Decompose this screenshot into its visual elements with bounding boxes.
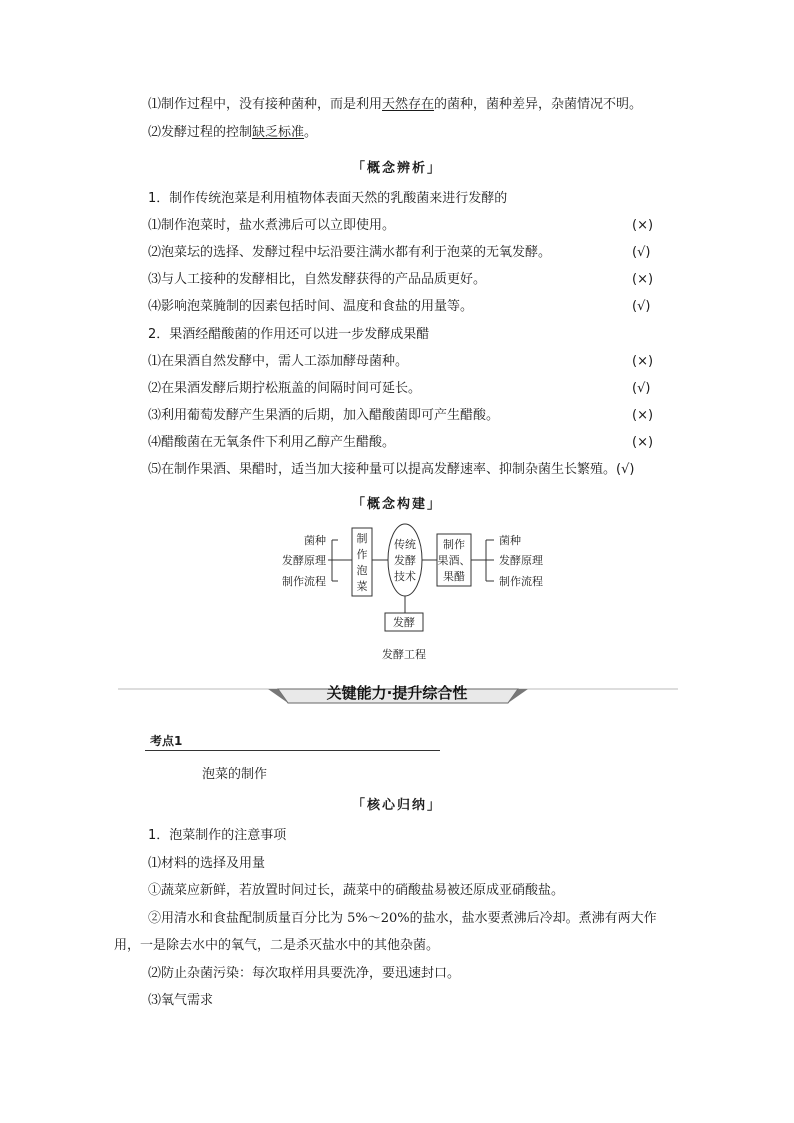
left-label-2: 发酵原理 xyxy=(282,554,326,567)
kaodian-title: 泡菜的制作 xyxy=(202,767,268,782)
q2-item-5: ⑸在制作果酒、果醋时，适当加大接种量可以提高发酵速率、抑制杂菌生长繁殖。(√) xyxy=(148,462,635,477)
core-paragraph-2b: 用，一是除去水中的氧气，二是杀灭盐水中的其他杂菌。 xyxy=(114,938,440,953)
intro-line-2 xyxy=(148,124,317,142)
core-paragraph-1: ①蔬菜应新鲜，若放置时间过长，蔬菜中的硝酸盐易被还原成亚硝酸盐。 xyxy=(148,883,565,898)
intro-line-2-prefix: ⑵发酵过程的控制 xyxy=(148,125,253,140)
concept-build-title: 「概念构建」 xyxy=(351,497,442,512)
q2-item-4: ⑷醋酸菌在无氧条件下利用乙醇产生醋酸。 xyxy=(148,435,396,450)
q1-item-2-mark: (√) xyxy=(632,245,651,260)
concept-map-diagram xyxy=(270,520,560,665)
q1-item-3: ⑶与人工接种的发酵相比，自然发酵获得的产品品质更好。 xyxy=(148,272,487,287)
q2-item-2-mark: (√) xyxy=(632,381,651,396)
left-box-char-1: 制 xyxy=(356,532,368,545)
right-box-line-3: 果醋 xyxy=(443,570,465,583)
banner-title: 关键能力·提升综合性 xyxy=(326,684,468,702)
intro-line-1 xyxy=(148,96,642,114)
core-sub-1: ⑴材料的选择及用量 xyxy=(148,856,266,871)
right-box-line-2: 果酒、 xyxy=(437,554,471,567)
kaodian-rule xyxy=(145,750,440,751)
intro-line-1-underlined: 天然存在 xyxy=(382,97,435,112)
right-label-2: 发酵原理 xyxy=(499,554,543,567)
core-sub-2: ⑵防止杂菌污染：每次取样用具要洗净，要迅速封口。 xyxy=(148,966,461,981)
q2-item-4-mark: (×) xyxy=(632,435,654,450)
core-paragraph-2a: ②用清水和食盐配制质量百分比为 5%～20%的盐水，盐水要煮沸后冷却。煮沸有两大作 xyxy=(148,911,657,926)
q2-item-3-mark: (×) xyxy=(632,408,654,423)
q1-item-2: ⑵泡菜坛的选择、发酵过程中坛沿要注满水都有利于泡菜的无氧发酵。 xyxy=(148,245,552,260)
core-sub-3: ⑶氧气需求 xyxy=(148,993,214,1008)
intro-line-1-prefix: ⑴制作过程中，没有接种菌种，而是利用 xyxy=(148,97,383,112)
intro-line-2-suffix: 。 xyxy=(304,125,318,140)
right-label-3: 制作流程 xyxy=(499,575,543,588)
left-box-char-2: 作 xyxy=(356,548,368,561)
q1-item-4: ⑷影响泡菜腌制的因素包括时间、温度和食盐的用量等。 xyxy=(148,299,474,314)
right-box-line-1: 制作 xyxy=(443,538,465,551)
bottom-box-label: 发酵 xyxy=(393,616,415,629)
concept-analysis-title: 「概念辨析」 xyxy=(351,161,442,176)
center-line-3: 技术 xyxy=(394,570,416,583)
q2-item-1: ⑴在果酒自然发酵中，需人工添加酵母菌种。 xyxy=(148,354,409,369)
q1-item-1-mark: (×) xyxy=(632,218,654,233)
left-box-char-3: 泡 xyxy=(356,564,368,577)
q1-item-4-mark: (√) xyxy=(632,299,651,314)
question-1: 1．制作传统泡菜是利用植物体表面天然的乳酸菌来进行发酵的 xyxy=(148,191,508,206)
q2-item-1-mark: (×) xyxy=(632,354,654,369)
left-label-3: 制作流程 xyxy=(282,575,326,588)
center-line-2: 发酵 xyxy=(394,554,416,567)
kaodian-label: 考点1 xyxy=(150,734,183,748)
core-heading-1: 1．泡菜制作的注意事项 xyxy=(148,828,287,843)
q2-item-3: ⑶利用葡萄发酵产生果酒的后期，加入醋酸菌即可产生醋酸。 xyxy=(148,408,500,423)
center-line-1: 传统 xyxy=(394,538,416,551)
core-summary-title: 「核心归纳」 xyxy=(351,798,442,813)
right-label-1: 菌种 xyxy=(499,534,521,547)
intro-line-2-underlined: 缺乏标准 xyxy=(252,125,305,140)
intro-line-1-suffix: 的菌种，菌种差异，杂菌情况不明。 xyxy=(434,97,643,112)
left-label-1: 菌种 xyxy=(304,534,326,547)
q1-item-3-mark: (×) xyxy=(632,272,654,287)
q1-item-1: ⑴制作泡菜时，盐水煮沸后可以立即使用。 xyxy=(148,218,396,233)
bottom-label: 发酵工程 xyxy=(382,648,426,661)
q2-item-2: ⑵在果酒发酵后期拧松瓶盖的间隔时间可延长。 xyxy=(148,381,422,396)
left-box-char-4: 菜 xyxy=(356,580,368,593)
question-2: 2．果酒经醋酸菌的作用还可以进一步发酵成果醋 xyxy=(148,327,430,342)
